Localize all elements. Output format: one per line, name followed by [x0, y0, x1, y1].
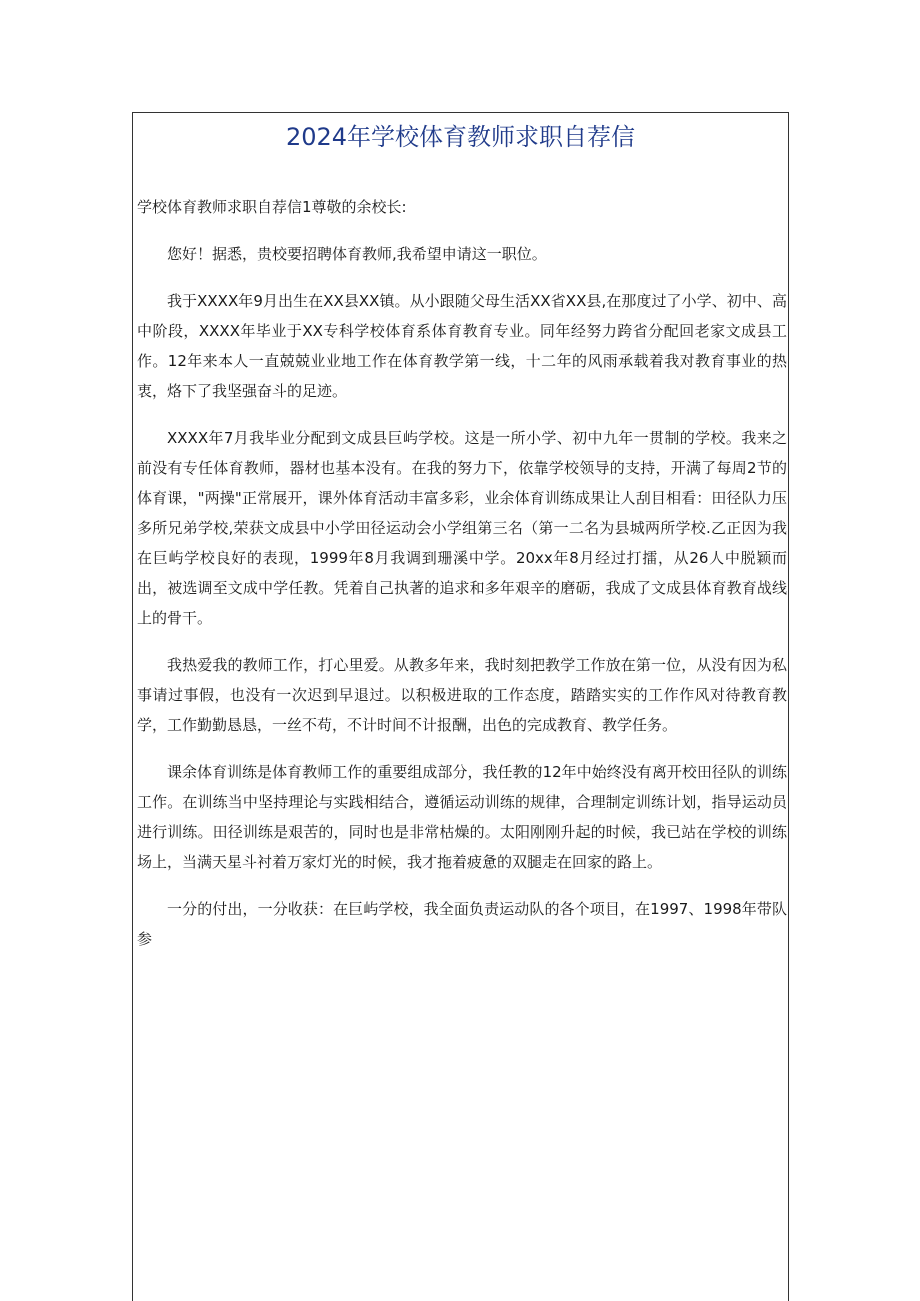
paragraph-salutation: 学校体育教师求职自荐信1尊敬的余校长:	[137, 198, 407, 216]
document-body	[137, 192, 787, 971]
paragraph-dedication: 我热爱我的教师工作，打心里爱。从教多年来，我时刻把教学工作放在第一位，从没有因为私事请过事假，也没有一次迟到早退过。以积极进取的工作态度，踏踏实实的工作作风对待教育教学，工作勤勤恳恳，一丝不苟，不计时间不计报酬，出色的完成教育、教学任务。	[137, 656, 787, 734]
paragraph-background: 我于XXXX年9月出生在XX县XX镇。从小跟随父母生活XX省XX县,在那度过了小学、初中、高中阶段，XXXX年毕业于XX专科学校体育系体育教育专业。同年经努力跨省分配回老家文成县工作。12年来本人一直兢兢业业地工作在体育教学第一线，十二年的风雨承载着我对教育事业的热衷，烙下了我坚强奋斗的足迹。	[137, 292, 787, 400]
paragraph-training: 课余体育训练是体育教师工作的重要组成部分，我任教的12年中始终没有离开校田径队的训练工作。在训练当中坚持理论与实践相结合，遵循运动训练的规律，合理制定训练计划，指导运动员进行训练。田径训练是艰苦的，同时也是非常枯燥的。太阳刚刚升起的时候，我已站在学校的训练场上，当满天星斗衬着万家灯光的时候，我才拖着疲惫的双腿走在回家的路上。	[137, 763, 787, 871]
paragraph-career: XXXX年7月我毕业分配到文成县巨屿学校。这是一所小学、初中九年一贯制的学校。我来之前没有专任体育教师，器材也基本没有。在我的努力下，依靠学校领导的支持，开满了每周2节的体育课，"两操"正常展开，课外体育活动丰富多彩，业余体育训练成果让人刮目相看：田径队力压多所兄弟学校,荣获文成县中小学田径运动会小学组第三名（第一二名为县城两所学校.乙正因为我在巨屿学校良好的表现，1999年8月我调到珊溪中学。20xx年8月经过打擂，从26人中脱颖而出，被选调至文成中学任教。凭着自己执著的追求和多年艰辛的磨砺，我成了文成县体育教育战线上的骨干。	[137, 429, 787, 627]
paragraph-results: 一分的付出，一分收获：在巨屿学校，我全面负责运动队的各个项目，在1997、1998年带队参	[137, 900, 787, 948]
paragraph-greeting: 您好！据悉，贵校要招聘体育教师,我希望申请这一职位。	[167, 245, 547, 263]
document-title: 2024年学校体育教师求职自荐信	[285, 123, 636, 151]
